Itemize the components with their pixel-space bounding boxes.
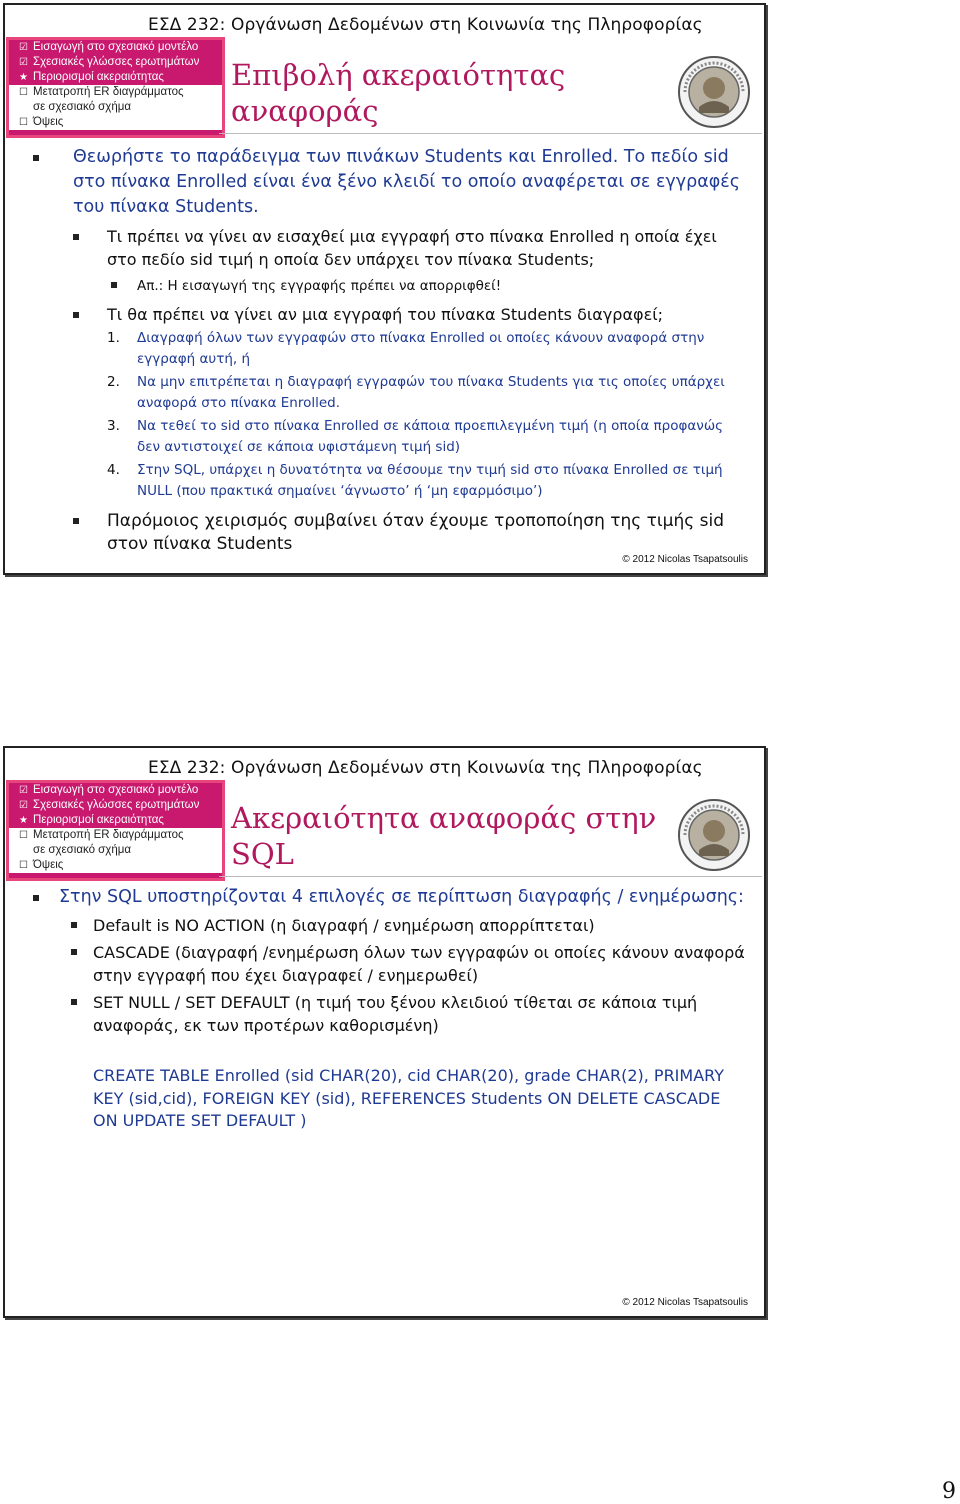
toc-item-views[interactable]: ☐ Όψεις <box>9 115 222 130</box>
checked-box-icon: ☑ <box>19 57 28 68</box>
empty-box-icon: ☐ <box>19 830 28 841</box>
toc-item-intro[interactable]: ☑ Εισαγωγή στο σχεσιακό μοντέλο <box>19 784 199 796</box>
empty-box-icon: ☐ <box>19 117 28 128</box>
toc-item-er-mapping-cont: σε σχεσιακό σχήμα <box>9 100 222 115</box>
slide-title: Επιβολή ακεραιότητας αναφοράς <box>231 58 566 128</box>
bullet-option: SET NULL / SET DEFAULT (η τιμή του ξένου κλειδιού τίθεται σε κάποια τιμή αναφοράς, εκ των προτέρων καθορισμένη) <box>29 991 749 1037</box>
toc-panel <box>6 37 225 138</box>
slide-1 <box>3 3 766 575</box>
option-item: 1. Διαγραφή όλων των εγγραφών στο πίνακα Enrolled οι οποίες κάνουν αναφορά στην εγγραφή αυτή, ή <box>107 330 705 367</box>
slide-2 <box>3 746 766 1318</box>
toc-panel <box>6 780 225 881</box>
copyright-note: © 2012 Nicolas Tsapatsoulis <box>622 1297 748 1308</box>
bullet-square-icon <box>111 282 117 288</box>
toc-item-er-mapping[interactable]: ☐ Μετατροπή ER διαγράμματος <box>9 85 222 100</box>
bullet-square-icon <box>73 518 79 524</box>
bullet-square-icon <box>71 922 77 928</box>
toc-item-integrity[interactable]: ★ Περιορισμοί ακεραιότητας <box>19 814 164 826</box>
copyright-note: © 2012 Nicolas Tsapatsoulis <box>622 554 748 565</box>
toc-item-query-languages[interactable]: ☑ Σχεσιακές γλώσσες ερωτημάτων <box>19 799 200 811</box>
toc-item-integrity[interactable]: ★ Περιορισμοί ακεραιότητας <box>19 71 164 83</box>
star-icon: ★ <box>19 815 28 826</box>
bullet-square-icon <box>71 999 77 1005</box>
bullet-question-insert: Τι πρέπει να γίνει αν εισαχθεί μια εγγραφή στο πίνακα Enrolled η οποία έχει στο πεδίο sid τιμή η οποία δεν υπάρχει τον πίνακα Students; <box>29 226 749 271</box>
toc-item-er-mapping-cont: σε σχεσιακό σχήμα <box>9 843 222 858</box>
bullet-square-icon <box>33 155 39 161</box>
slide-body <box>29 145 749 556</box>
slide-title: Ακεραιότητα αναφοράς στην SQL <box>231 801 657 871</box>
sql-code-block: CREATE TABLE Enrolled (sid CHAR(20), cid CHAR(20), grade CHAR(2), PRIMARY KEY (sid,cid), FOREIGN KEY (sid), REFERENCES Students ON DELETE CASCADE ON UPDATE SET DEFAULT ) <box>93 1066 725 1130</box>
bullet-intro: Στην SQL υποστηρίζονται 4 επιλογές σε περίπτωση διαγραφής / ενημέρωσης: <box>29 885 749 910</box>
bullet-option: CASCADE (διαγραφή /ενημέρωση όλων των εγγραφών οι οποίες κάνουν αναφορά στην εγγραφή που έχει διαγραφεί / ενημερωθεί) <box>29 941 749 987</box>
empty-box-icon: ☐ <box>19 860 28 871</box>
university-seal-icon <box>677 798 751 872</box>
header-divider <box>219 133 762 134</box>
bullet-question-delete: Τι θα πρέπει να γίνει αν μια εγγραφή του πίνακα Students διαγραφεί; <box>29 304 749 327</box>
bullet-square-icon <box>33 895 39 901</box>
bullet-closing: Παρόμοιος χειρισμός συμβαίνει όταν έχουμε τροποποίηση της τιμής sid στον πίνακα Students <box>29 510 749 556</box>
checked-box-icon: ☑ <box>19 785 28 796</box>
bullet-square-icon <box>71 949 77 955</box>
course-title: ΕΣΔ 232: Οργάνωση Δεδομένων στη Κοινωνία της Πληροφορίας <box>148 758 703 778</box>
checked-box-icon: ☑ <box>19 800 28 811</box>
bullet-intro: Θεωρήστε το παράδειγμα των πινάκων Students και Enrolled. Το πεδίο sid στο πίνακα Enrolled είναι ένα ξένο κλειδί το οποίο αναφέρεται σε εγγραφές του πίνακα Students. <box>29 145 749 220</box>
toc-item-intro[interactable]: ☑ Εισαγωγή στο σχεσιακό μοντέλο <box>19 41 199 53</box>
bullet-square-icon <box>73 234 79 240</box>
bullet-option: Default is NO ACTION (η διαγραφή / ενημέρωση απορρίπτεται) <box>29 914 749 937</box>
checked-box-icon: ☑ <box>19 42 28 53</box>
course-title: ΕΣΔ 232: Οργάνωση Δεδομένων στη Κοινωνία της Πληροφορίας <box>148 15 703 35</box>
toc-item-er-mapping[interactable]: ☐ Μετατροπή ER διαγράμματος <box>9 828 222 843</box>
page-number: 9 <box>942 1479 956 1504</box>
option-item: 3. Να τεθεί το sid στο πίνακα Enrolled σε κάποια προεπιλεγμένη τιμή (η οποία προφανώς δεν αντιστοιχεί σε κάποια υφιστάμενη τιμή sid) <box>107 418 724 455</box>
option-item: 2. Να μην επιτρέπεται η διαγραφή εγγραφών του πίνακα Students για τις οποίες υπάρχει αναφορά στο πίνακα Enrolled. <box>107 374 725 411</box>
slide-body <box>29 885 749 1133</box>
bullet-answer: Απ.: Η εισαγωγή της εγγραφής πρέπει να απορριφθεί! <box>29 275 749 298</box>
star-icon: ★ <box>19 72 28 83</box>
empty-box-icon: ☐ <box>19 87 28 98</box>
toc-item-views[interactable]: ☐ Όψεις <box>9 858 222 873</box>
university-seal-icon <box>677 55 751 129</box>
header-divider <box>219 876 762 877</box>
bullet-square-icon <box>73 312 79 318</box>
option-item: 4. Στην SQL, υπάρχει η δυνατότητα να θέσουμε την τιμή sid στο πίνακα Enrolled σε τιμή NULL (που πρακτικά σημαίνει ‘άγνωστο’ ή ‘μη εφαρμόσιμο’) <box>107 462 723 499</box>
toc-item-query-languages[interactable]: ☑ Σχεσιακές γλώσσες ερωτημάτων <box>19 56 200 68</box>
